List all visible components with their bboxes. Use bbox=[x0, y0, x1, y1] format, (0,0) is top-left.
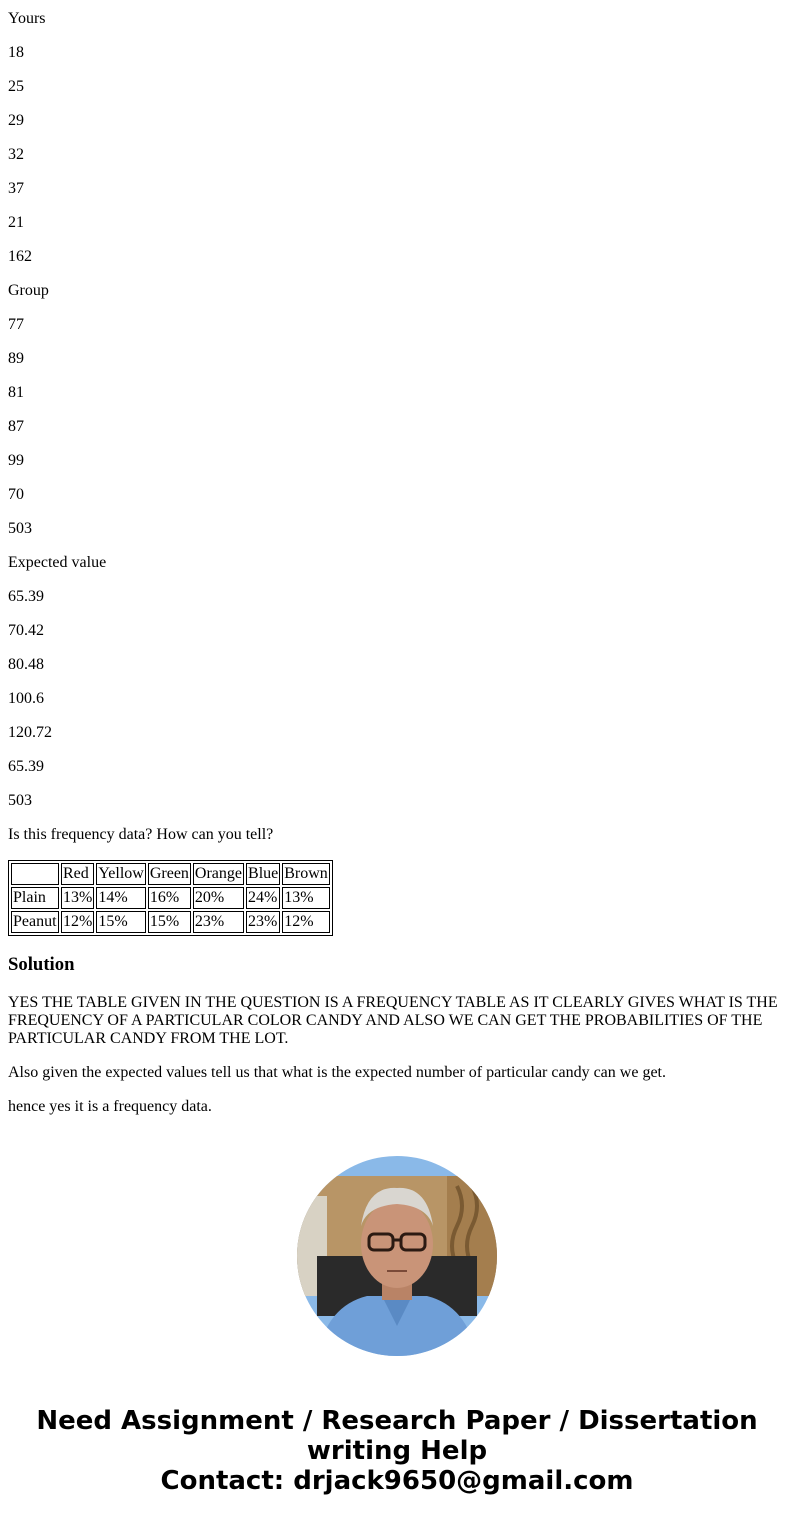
group-heading: Group bbox=[8, 282, 49, 299]
table-header-cell: Orange bbox=[193, 863, 244, 885]
group-value: 87 bbox=[8, 418, 24, 435]
page-content bbox=[0, 10, 794, 1496]
portrait-image bbox=[297, 1156, 497, 1356]
table-cell: 12% bbox=[282, 911, 330, 933]
frequency-table bbox=[8, 860, 333, 936]
table-cell: 15% bbox=[96, 911, 146, 933]
yours-value: 37 bbox=[8, 180, 24, 197]
yours-value: 29 bbox=[8, 112, 24, 129]
table-cell: 14% bbox=[96, 887, 146, 909]
expected-total: 503 bbox=[8, 792, 32, 809]
yours-heading: Yours bbox=[8, 10, 46, 27]
expected-value: 70.42 bbox=[8, 622, 44, 639]
table-cell: 12% bbox=[61, 911, 94, 933]
table-cell: Plain bbox=[11, 887, 59, 909]
group-value: 89 bbox=[8, 350, 24, 367]
table-row bbox=[11, 911, 330, 933]
table-header-cell: Green bbox=[148, 863, 191, 885]
author-photo-wrap bbox=[8, 1156, 786, 1356]
contact-line: Contact: drjack9650@gmail.com bbox=[160, 1466, 634, 1496]
expected-value: 100.6 bbox=[8, 690, 44, 707]
table-cell: 20% bbox=[193, 887, 244, 909]
promo-banner bbox=[8, 1406, 786, 1496]
table-cell: 23% bbox=[246, 911, 280, 933]
yours-value: 25 bbox=[8, 78, 24, 95]
expected-value: 120.72 bbox=[8, 724, 52, 741]
expected-value: 65.39 bbox=[8, 588, 44, 605]
yours-value: 18 bbox=[8, 44, 24, 61]
expected-heading: Expected value bbox=[8, 554, 107, 571]
group-section bbox=[8, 282, 786, 538]
table-cell: 16% bbox=[148, 887, 191, 909]
table-cell: Peanut bbox=[11, 911, 59, 933]
table-cell: 13% bbox=[282, 887, 330, 909]
table-header-row bbox=[11, 863, 330, 885]
expected-value: 80.48 bbox=[8, 656, 44, 673]
table-cell: 23% bbox=[193, 911, 244, 933]
solution-paragraph: Also given the expected values tell us that what is the expected number of particular candy can we get. bbox=[8, 1064, 666, 1081]
table-row bbox=[11, 887, 330, 909]
yours-value: 21 bbox=[8, 214, 24, 231]
expected-value: 65.39 bbox=[8, 758, 44, 775]
table-cell: 13% bbox=[61, 887, 94, 909]
group-value: 81 bbox=[8, 384, 24, 401]
table-header-cell: Blue bbox=[246, 863, 280, 885]
expected-section bbox=[8, 554, 786, 810]
group-total: 503 bbox=[8, 520, 32, 537]
group-value: 77 bbox=[8, 316, 24, 333]
solution-paragraph: hence yes it is a frequency data. bbox=[8, 1098, 212, 1115]
table-cell: 15% bbox=[148, 911, 191, 933]
solution-heading: Solution bbox=[8, 954, 75, 975]
table-header-cell: Yellow bbox=[96, 863, 146, 885]
table-header-cell: Brown bbox=[282, 863, 330, 885]
author-photo bbox=[297, 1156, 497, 1356]
table-header-cell bbox=[11, 863, 59, 885]
group-value: 99 bbox=[8, 452, 24, 469]
yours-value: 32 bbox=[8, 146, 24, 163]
yours-section bbox=[8, 10, 786, 266]
table-header-cell: Red bbox=[61, 863, 94, 885]
yours-total: 162 bbox=[8, 248, 32, 265]
table-cell: 24% bbox=[246, 887, 280, 909]
solution-paragraph: YES THE TABLE GIVEN IN THE QUESTION IS A FREQUENCY TABLE AS IT CLEARLY GIVES WHAT IS THE FREQUENCY OF A PARTICULAR COLOR CANDY AND ALSO WE CAN GET THE PROBABILITIES OF THE PARTICULAR CANDY FROM THE LOT. bbox=[8, 994, 778, 1047]
promo-line: Need Assignment / Research Paper / Dissertation writing Help bbox=[36, 1406, 758, 1466]
group-value: 70 bbox=[8, 486, 24, 503]
question-text: Is this frequency data? How can you tell? bbox=[8, 826, 274, 843]
